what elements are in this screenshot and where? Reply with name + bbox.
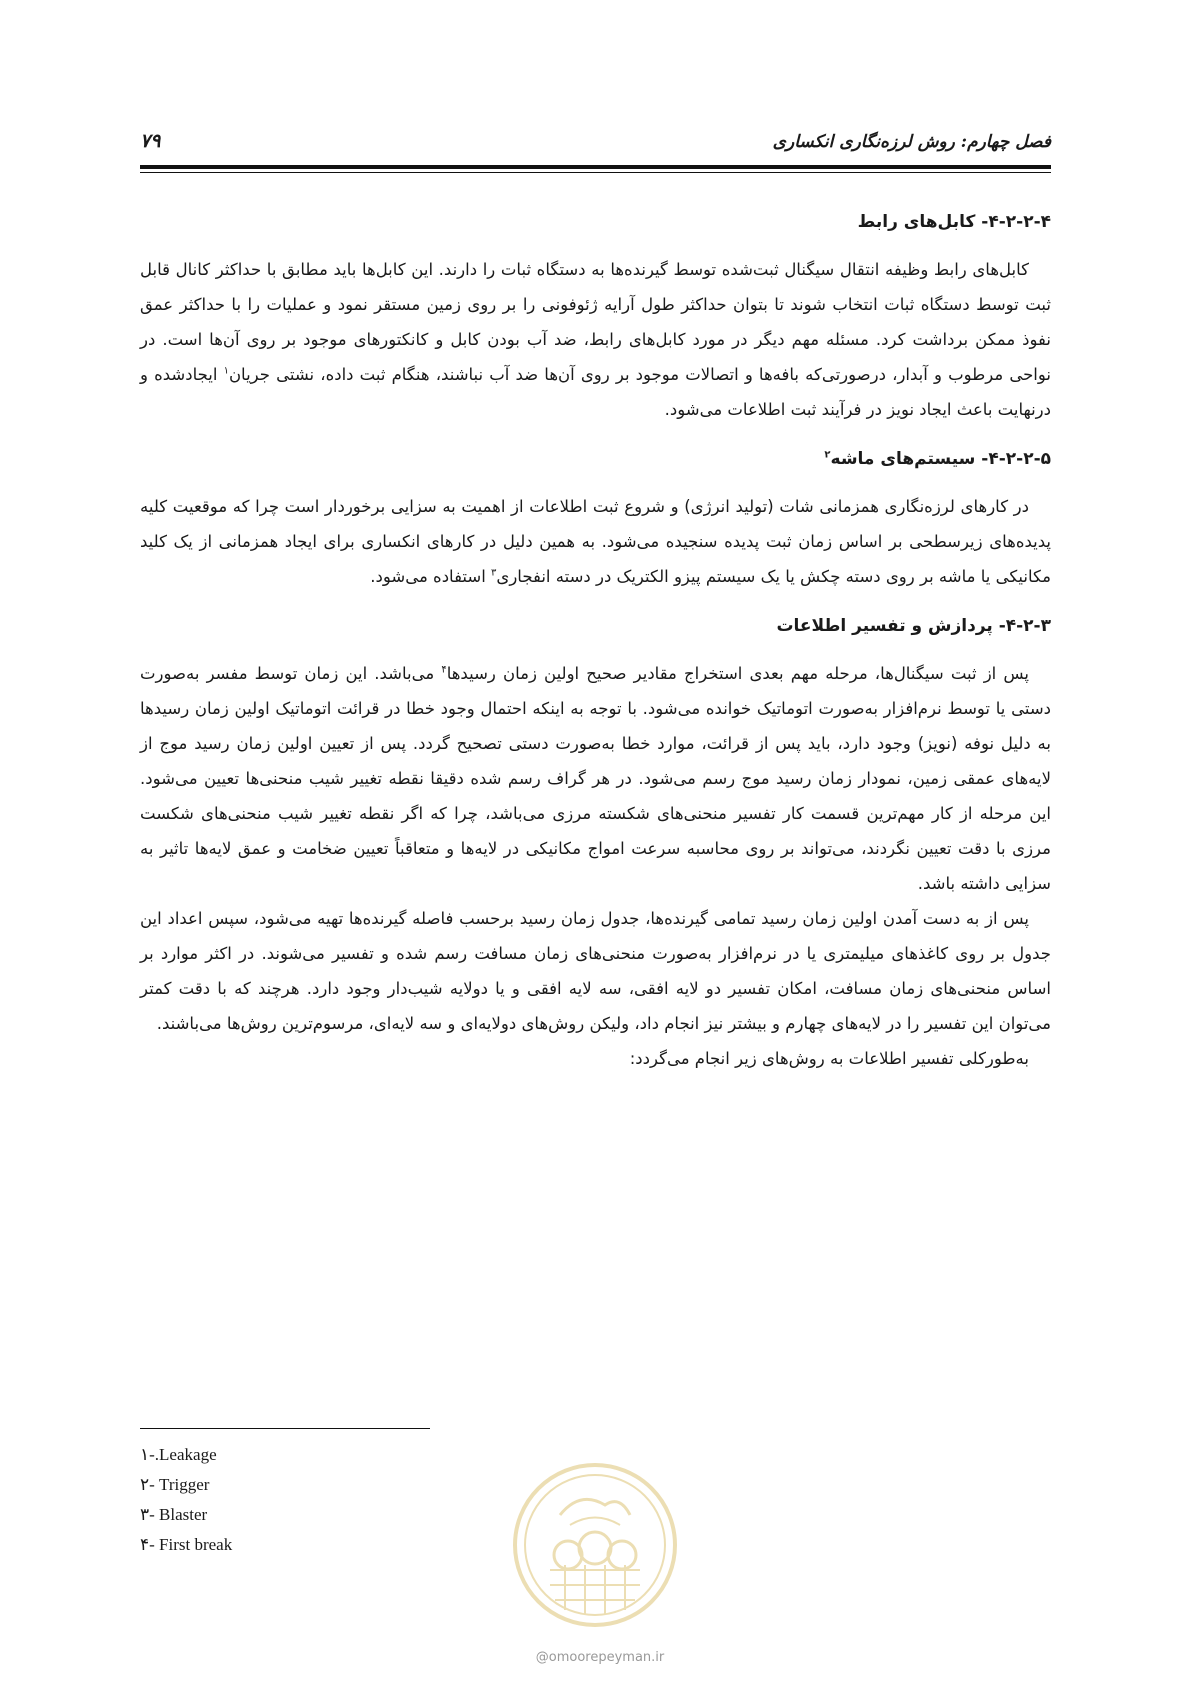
footnote-ref: ۱ bbox=[223, 365, 229, 377]
footnote-item: ۴- First break bbox=[140, 1535, 233, 1554]
section-heading-trigger-systems bbox=[140, 447, 1051, 471]
paragraph: کابل‌های رابط وظیفه انتقال سیگنال ثبت‌شده توسط گیرنده‌ها به دستگاه ثبات را دارند. این کابل‌ها باید مطابق با حداکثر کانال قابل ثبت توسط دستگاه ثبات انتخاب شوند تا بتوان حداکثر طول آرایه ژئوفونی را بر روی زمین مستقر نمود و عملیات را با حداکثر عمق نفوذ ممکن برداشت کرد. مسئله مهم دیگر در مورد کابل‌های رابط، ضد آب بودن کابل و کانکتورهای موجود بر روی آن‌ها است. در نواحی مرطوب و آبدار، درصورتی‌که بافه‌ها و اتصالات موجود بر روی آن‌ها ضد آب نباشند، هنگام ثبت داده، نشتی جریان$^۱$ ایجادشده و درنهایت باعث ایجاد نویز در فرآیند ثبت اطلاعات می‌شود. bbox=[140, 260, 1051, 419]
chapter-title: فصل چهارم: روش لرزه‌نگاری انکساری bbox=[772, 132, 1051, 152]
header-rule-thick bbox=[140, 165, 1051, 169]
section-heading-processing-interpretation: ۴-۲-۳- پردازش و تفسیر اطلاعات bbox=[776, 616, 1051, 636]
section-heading-connecting-cables: ۴-۲-۲-۴- کابل‌های رابط bbox=[857, 212, 1051, 232]
footnote-separator bbox=[140, 1428, 430, 1429]
main-content bbox=[140, 210, 1051, 1076]
paragraph: به‌طورکلی تفسیر اطلاعات به روش‌های زیر انجام می‌گردد: bbox=[629, 1049, 1029, 1068]
footnote-ref: ۳ bbox=[491, 567, 497, 579]
watermark-url: @omoorepeyman.ir bbox=[535, 1650, 665, 1665]
header-rule-thin bbox=[140, 172, 1051, 173]
heading-text: ۴-۲-۲-۵- سیستم‌های ماشه bbox=[830, 449, 1051, 469]
running-header bbox=[140, 130, 1051, 160]
paragraph: در کارهای لرزه‌نگاری همزمانی شات (تولید انرژی) و شروع ثبت اطلاعات از اهمیت به سزایی برخوردار است چرا که موقعیت کلیه پدیده‌های زیرسطحی بر اساس زمان ثبت پدیده سنجیده می‌شود. به همین دلیل در کارهای انکساری برای ایجاد همزمانی از یک کلید مکانیکی یا ماشه بر روی دسته چکش یا یک سیستم پیزو الکتریک در دسته انفجاری$^۳$ استفاده می‌شود. bbox=[140, 497, 1051, 586]
seal-logo-icon bbox=[510, 1460, 680, 1630]
footnotes bbox=[140, 1440, 232, 1560]
footnote-ref: ۴ bbox=[441, 664, 447, 676]
page-number: ۷۹ bbox=[140, 130, 161, 152]
paragraph: پس از به دست آمدن اولین زمان رسید تمامی گیرنده‌ها، جدول زمان رسید برحسب فاصله گیرنده‌ها تهیه می‌شود، سپس اعداد این جدول بر روی کاغذهای میلیمتری یا در نرم‌افزار به‌صورت منحنی‌های زمان مسافت رسم شده و تفسیر می‌شوند. در اکثر موارد بر اساس منحنی‌های زمان مسافت، امکان تفسیر دو لایه افقی، سه لایه افقی و یا دولایه شیب‌دار وجود دارد. هرچند که با دقت کمتر می‌توان این تفسیر را در لایه‌های چهارم و بیشتر نیز انجام داد، ولیکن روش‌های دولایه‌ای و سه لایه‌ای، مرسوم‌ترین روش‌ها می‌باشند. bbox=[140, 909, 1051, 1033]
footnote-item: ۱-.Leakage bbox=[140, 1445, 217, 1464]
footnote-item: ۲- Trigger bbox=[140, 1475, 210, 1494]
footnote-ref: ۲ bbox=[824, 449, 831, 461]
paragraph: پس از ثبت سیگنال‌ها، مرحله مهم بعدی استخراج مقادیر صحیح اولین زمان رسیدها$^۴$ می‌باشد. این زمان توسط مفسر به‌صورت دستی یا توسط نرم‌افزار به‌صورت اتوماتیک خوانده می‌شود. با توجه به اینکه احتمال وجود خطا در قرائت اتوماتیک اولین زمان رسیدها به دلیل نوفه (نویز) وجود دارد، باید پس از قرائت، موارد خطا به‌صورت دستی تصحیح گردد. پس از تعیین اولین زمان رسید موج از لایه‌های عمقی زمین، نمودار زمان رسید موج رسم می‌شود. در هر گراف رسم شده دقیقا نقطه تغییر شیب منحنی‌ها تعیین می‌شود. این مرحله از کار مهم‌ترین قسمت کار تفسیر منحنی‌های شکسته مرزی می‌باشد، چرا که اگر نقطه تغییر شیب منحنی‌های شکست مرزی با دقت تعیین نگردند، می‌تواند بر روی محاسبه سرعت امواج مکانیکی در لایه‌ها و متعاقباً تعیین ضخامت و عمق لایه‌ها تاثیر به سزایی داشته باشد. bbox=[140, 664, 1051, 893]
footnote-item: ۳- Blaster bbox=[140, 1505, 208, 1524]
